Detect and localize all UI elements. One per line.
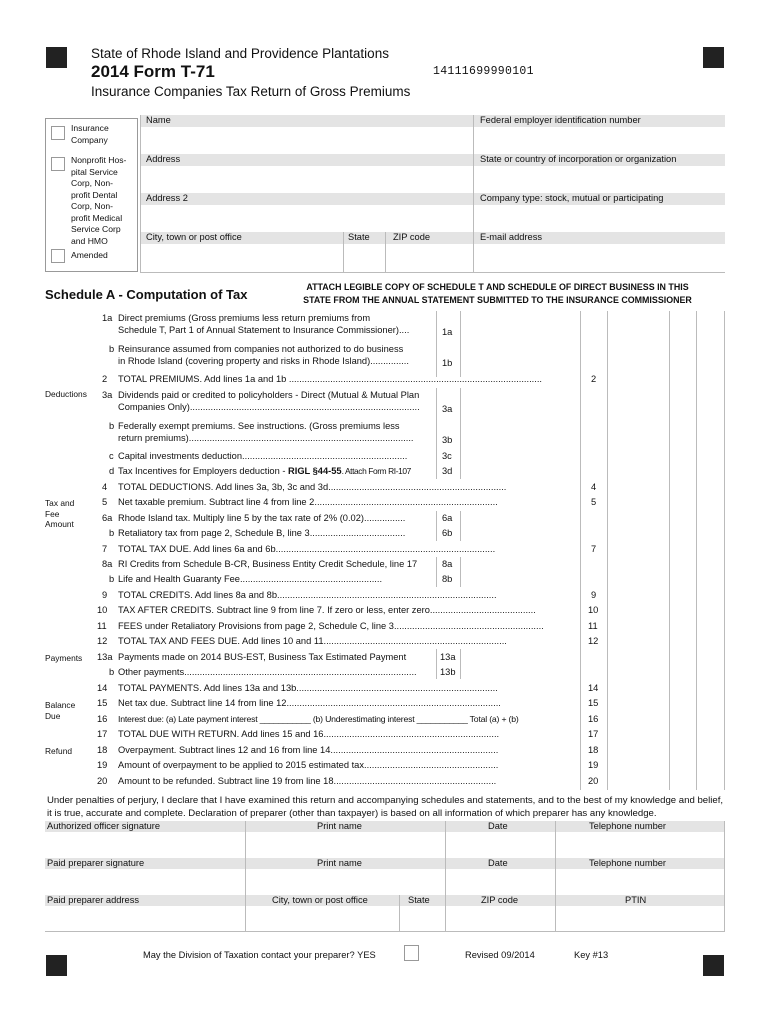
contact-preparer-yes-checkbox[interactable] <box>404 945 419 961</box>
form-key: Key #13 <box>574 950 609 960</box>
line-16-box: 16 <box>588 714 599 724</box>
line-7-box: 7 <box>591 544 597 554</box>
address-field-label: Address <box>146 154 181 164</box>
email-field-label: E-mail address <box>480 232 543 242</box>
line-6a-number: 6a <box>102 513 113 523</box>
line-18-text: Overpayment. Subtract lines 12 and 16 from line 14................................................................. <box>118 745 499 755</box>
line-14-number: 14 <box>97 683 108 693</box>
line-5-box: 5 <box>591 497 597 507</box>
line-14-text: TOTAL PAYMENTS. Add lines 13a and 13b.............................................................................. <box>118 683 498 693</box>
line-9-text: TOTAL CREDITS. Add lines 8a and 8b..................................................................................... <box>118 590 497 600</box>
preparer-address-label: Paid preparer address <box>47 895 139 905</box>
form-title: 2014 Form T-71 <box>91 62 215 81</box>
preparer-print-name-label: Print name <box>317 858 362 868</box>
line-3b-text-2: return premiums)....................................................................................... <box>118 433 414 443</box>
line-7-number: 7 <box>102 544 108 554</box>
registration-mark-bottom-right <box>703 955 724 976</box>
state-incorporation-label: State or country of incorporation or organization <box>480 154 677 164</box>
preparer-telephone-label: Telephone number <box>589 858 667 868</box>
preparer-ptin-label: PTIN <box>625 895 647 905</box>
line-6b-text: Retaliatory tax from page 2, Schedule B, line 3..................................... <box>118 528 406 538</box>
line-16-number: 16 <box>97 714 108 724</box>
registration-mark-top-left <box>46 47 67 68</box>
line-20-box: 20 <box>588 776 599 786</box>
tax-fee-section-label: Tax and Fee Amount <box>45 498 75 529</box>
line-4-box: 4 <box>591 482 597 492</box>
line-6a-text: Rhode Island tax. Multiply line 5 by the tax rate of 2% (0.02)................ <box>118 513 406 523</box>
line-8a-box: 8a <box>442 559 453 569</box>
fein-field-label: Federal employer identification number <box>480 115 641 125</box>
line-13b-box: 13b <box>440 667 456 677</box>
line-6b-number: b <box>109 528 115 538</box>
line-20-text: Amount to be refunded. Subtract line 19 from line 18............................................................... <box>118 776 497 786</box>
revised-date: Revised 09/2014 <box>465 950 535 960</box>
line-15-number: 15 <box>97 698 108 708</box>
line-10-number: 10 <box>97 605 108 615</box>
line-13a-number: 13a <box>97 652 113 662</box>
line-7-text: TOTAL TAX DUE. Add lines 6a and 6b..................................................................................... <box>118 544 496 554</box>
line-3d-text: Tax Incentives for Employers deduction - RIGL §44-55. Attach Form RI-107 <box>118 466 411 476</box>
line-17-text: TOTAL DUE WITH RETURN. Add lines 15 and 16.................................................................... <box>118 729 500 739</box>
schedule-a-title: Schedule A - Computation of Tax <box>45 287 248 302</box>
line-8b-number: b <box>109 574 115 584</box>
insurance-company-label: Insurance Company <box>71 123 109 145</box>
officer-print-name-label: Print name <box>317 821 362 831</box>
address2-field-label: Address 2 <box>146 193 188 203</box>
line-16-text: Interest due: (a) Late payment interest ___________ (b) Underestimating interest ___________ Total (a) + (b) <box>118 714 519 724</box>
attach-instructions: ATTACH LEGIBLE COPY OF SCHEDULE T AND SCHEDULE OF DIRECT BUSINESS IN THIS STATE FROM THE ANNUAL STATEMENT SUBMITTED TO THE INSURANCE COMMISSIONER <box>303 282 692 305</box>
line-3a-box: 3a <box>442 404 453 414</box>
officer-signature-label: Authorized officer signature <box>47 821 161 831</box>
line-13b-number: b <box>109 667 115 677</box>
name-field-label: Name <box>146 115 171 125</box>
line-3c-text: Capital investments deduction................................................................ <box>118 451 408 461</box>
deductions-section-label: Deductions <box>45 389 87 399</box>
line-3d-box: 3d <box>442 466 453 476</box>
line-2-box: 2 <box>591 374 597 384</box>
line-5-number: 5 <box>102 497 108 507</box>
line-4-text: TOTAL DEDUCTIONS. Add lines 3a, 3b, 3c and 3d..................................................................... <box>118 482 507 492</box>
line-1a-number: 1a <box>102 313 113 323</box>
line-15-box: 15 <box>588 698 599 708</box>
line-11-text: FEES under Retaliatory Provisions from page 2, Schedule C, line 3.......................................................... <box>118 621 544 631</box>
line-10-box: 10 <box>588 605 599 615</box>
zip-field-label: ZIP code <box>393 232 431 242</box>
line-19-number: 19 <box>97 760 108 770</box>
line-12-box: 12 <box>588 636 599 646</box>
preparer-city-label: City, town or post office <box>272 895 368 905</box>
line-1a-box: 1a <box>442 327 453 337</box>
line-11-box: 11 <box>588 621 598 631</box>
state-field-label: State <box>348 232 370 242</box>
line-9-number: 9 <box>102 590 108 600</box>
line-19-box: 19 <box>588 760 599 770</box>
line-8a-number: 8a <box>102 559 113 569</box>
line-3b-box: 3b <box>442 435 453 445</box>
line-8b-box: 8b <box>442 574 453 584</box>
line-6b-box: 6b <box>442 528 453 538</box>
line-18-number: 18 <box>97 745 108 755</box>
insurance-company-checkbox[interactable] <box>51 126 65 140</box>
line-11-number: 11 <box>97 621 107 631</box>
line-3c-box: 3c <box>442 451 452 461</box>
line-15-text: Net tax due. Subtract line 14 from line 12................................................................................... <box>118 698 501 708</box>
line-10-text: TAX AFTER CREDITS. Subtract line 9 from line 7. If zero or less, enter zero......................................... <box>118 605 536 615</box>
line-12-number: 12 <box>97 636 108 646</box>
line-12-text: TOTAL TAX AND FEES DUE. Add lines 10 and 11....................................................................... <box>118 636 507 646</box>
line-2-text: TOTAL PREMIUMS. Add lines 1a and 1b .................................................................................................. <box>118 374 542 384</box>
line-1b-text-2: in Rhode Island (covering property and risks in Rhode Island)............... <box>118 356 409 366</box>
registration-mark-top-right <box>703 47 724 68</box>
perjury-declaration: Under penalties of perjury, I declare that I have examined this return and accompanying schedules and statements, and to the best of my knowledge and belief, it is true, accurate and complete. Declaration of preparer (other than taxpayer) is based on all information of which preparer has any knowledge. <box>47 795 724 819</box>
line-3b-number: b <box>109 421 115 431</box>
preparer-zip-label: ZIP code <box>481 895 519 905</box>
nonprofit-checkbox[interactable] <box>51 157 65 171</box>
line-9-box: 9 <box>591 590 597 600</box>
line-1b-number: b <box>109 344 115 354</box>
line-4-number: 4 <box>102 482 108 492</box>
amended-checkbox[interactable] <box>51 249 65 263</box>
city-field-label: City, town or post office <box>146 232 242 242</box>
line-14-box: 14 <box>588 683 599 693</box>
nonprofit-label: Nonprofit Hos- pital Service Corp, Non- profit Dental Corp, Non- profit Medical Service Corp and HMO <box>71 155 127 246</box>
line-1a-text-1: Direct premiums (Gross premiums less return premiums from <box>118 313 371 323</box>
preparer-state-label: State <box>408 895 430 905</box>
line-1b-box: 1b <box>442 358 453 368</box>
line-1a-text-2: Schedule T, Part 1 of Annual Statement to Insurance Commissioner).... <box>118 325 410 335</box>
line-8b-text: Life and Health Guaranty Fee....................................................... <box>118 574 383 584</box>
line-17-box: 17 <box>588 729 599 739</box>
line-19-text: Amount of overpayment to be applied to 2015 estimated tax.................................................... <box>118 760 499 770</box>
line-3d-number: d <box>109 466 115 476</box>
line-2-number: 2 <box>102 374 108 384</box>
preparer-signature-label: Paid preparer signature <box>47 858 145 868</box>
form-subtitle: Insurance Companies Tax Return of Gross Premiums <box>91 84 411 99</box>
company-type-label: Company type: stock, mutual or participating <box>480 193 664 203</box>
line-8a-text: RI Credits from Schedule B-CR, Business Entity Credit Schedule, line 17 <box>118 559 418 569</box>
line-3b-text-1: Federally exempt premiums. See instructions. (Gross premiums less <box>118 421 400 431</box>
line-6a-box: 6a <box>442 513 453 523</box>
officer-date-label: Date <box>488 821 508 831</box>
refund-section-label: Refund <box>45 746 73 756</box>
form-barcode-number: 14111699990101 <box>433 65 534 78</box>
entity-type-panel <box>45 118 138 272</box>
line-5-text: Net taxable premium. Subtract line 4 from line 2....................................................................... <box>118 497 498 507</box>
line-13a-text: Payments made on 2014 BUS-EST, Business Tax Estimated Payment <box>118 652 407 662</box>
line-3a-text-2: Companies Only)......................................................................................... <box>118 402 420 412</box>
contact-preparer-question: May the Division of Taxation contact your preparer? YES <box>143 950 376 960</box>
line-18-box: 18 <box>588 745 599 755</box>
line-13b-text: Other payments.......................................................................................... <box>118 667 417 677</box>
officer-telephone-label: Telephone number <box>589 821 667 831</box>
payments-section-label: Payments <box>45 653 83 663</box>
line-1b-text-1: Reinsurance assumed from companies not authorized to do business <box>118 344 404 354</box>
line-3a-text-1: Dividends paid or credited to policyholders - Direct (Mutual & Mutual Plan <box>118 390 420 400</box>
line-13a-box: 13a <box>440 652 456 662</box>
state-name: State of Rhode Island and Providence Plantations <box>91 46 389 61</box>
line-20-number: 20 <box>97 776 108 786</box>
amended-label: Amended <box>71 250 108 260</box>
balance-due-section-label: Balance Due <box>45 700 76 721</box>
preparer-date-label: Date <box>488 858 508 868</box>
line-3c-number: c <box>109 451 114 461</box>
line-3a-number: 3a <box>102 390 113 400</box>
line-17-number: 17 <box>97 729 108 739</box>
registration-mark-bottom-left <box>46 955 67 976</box>
